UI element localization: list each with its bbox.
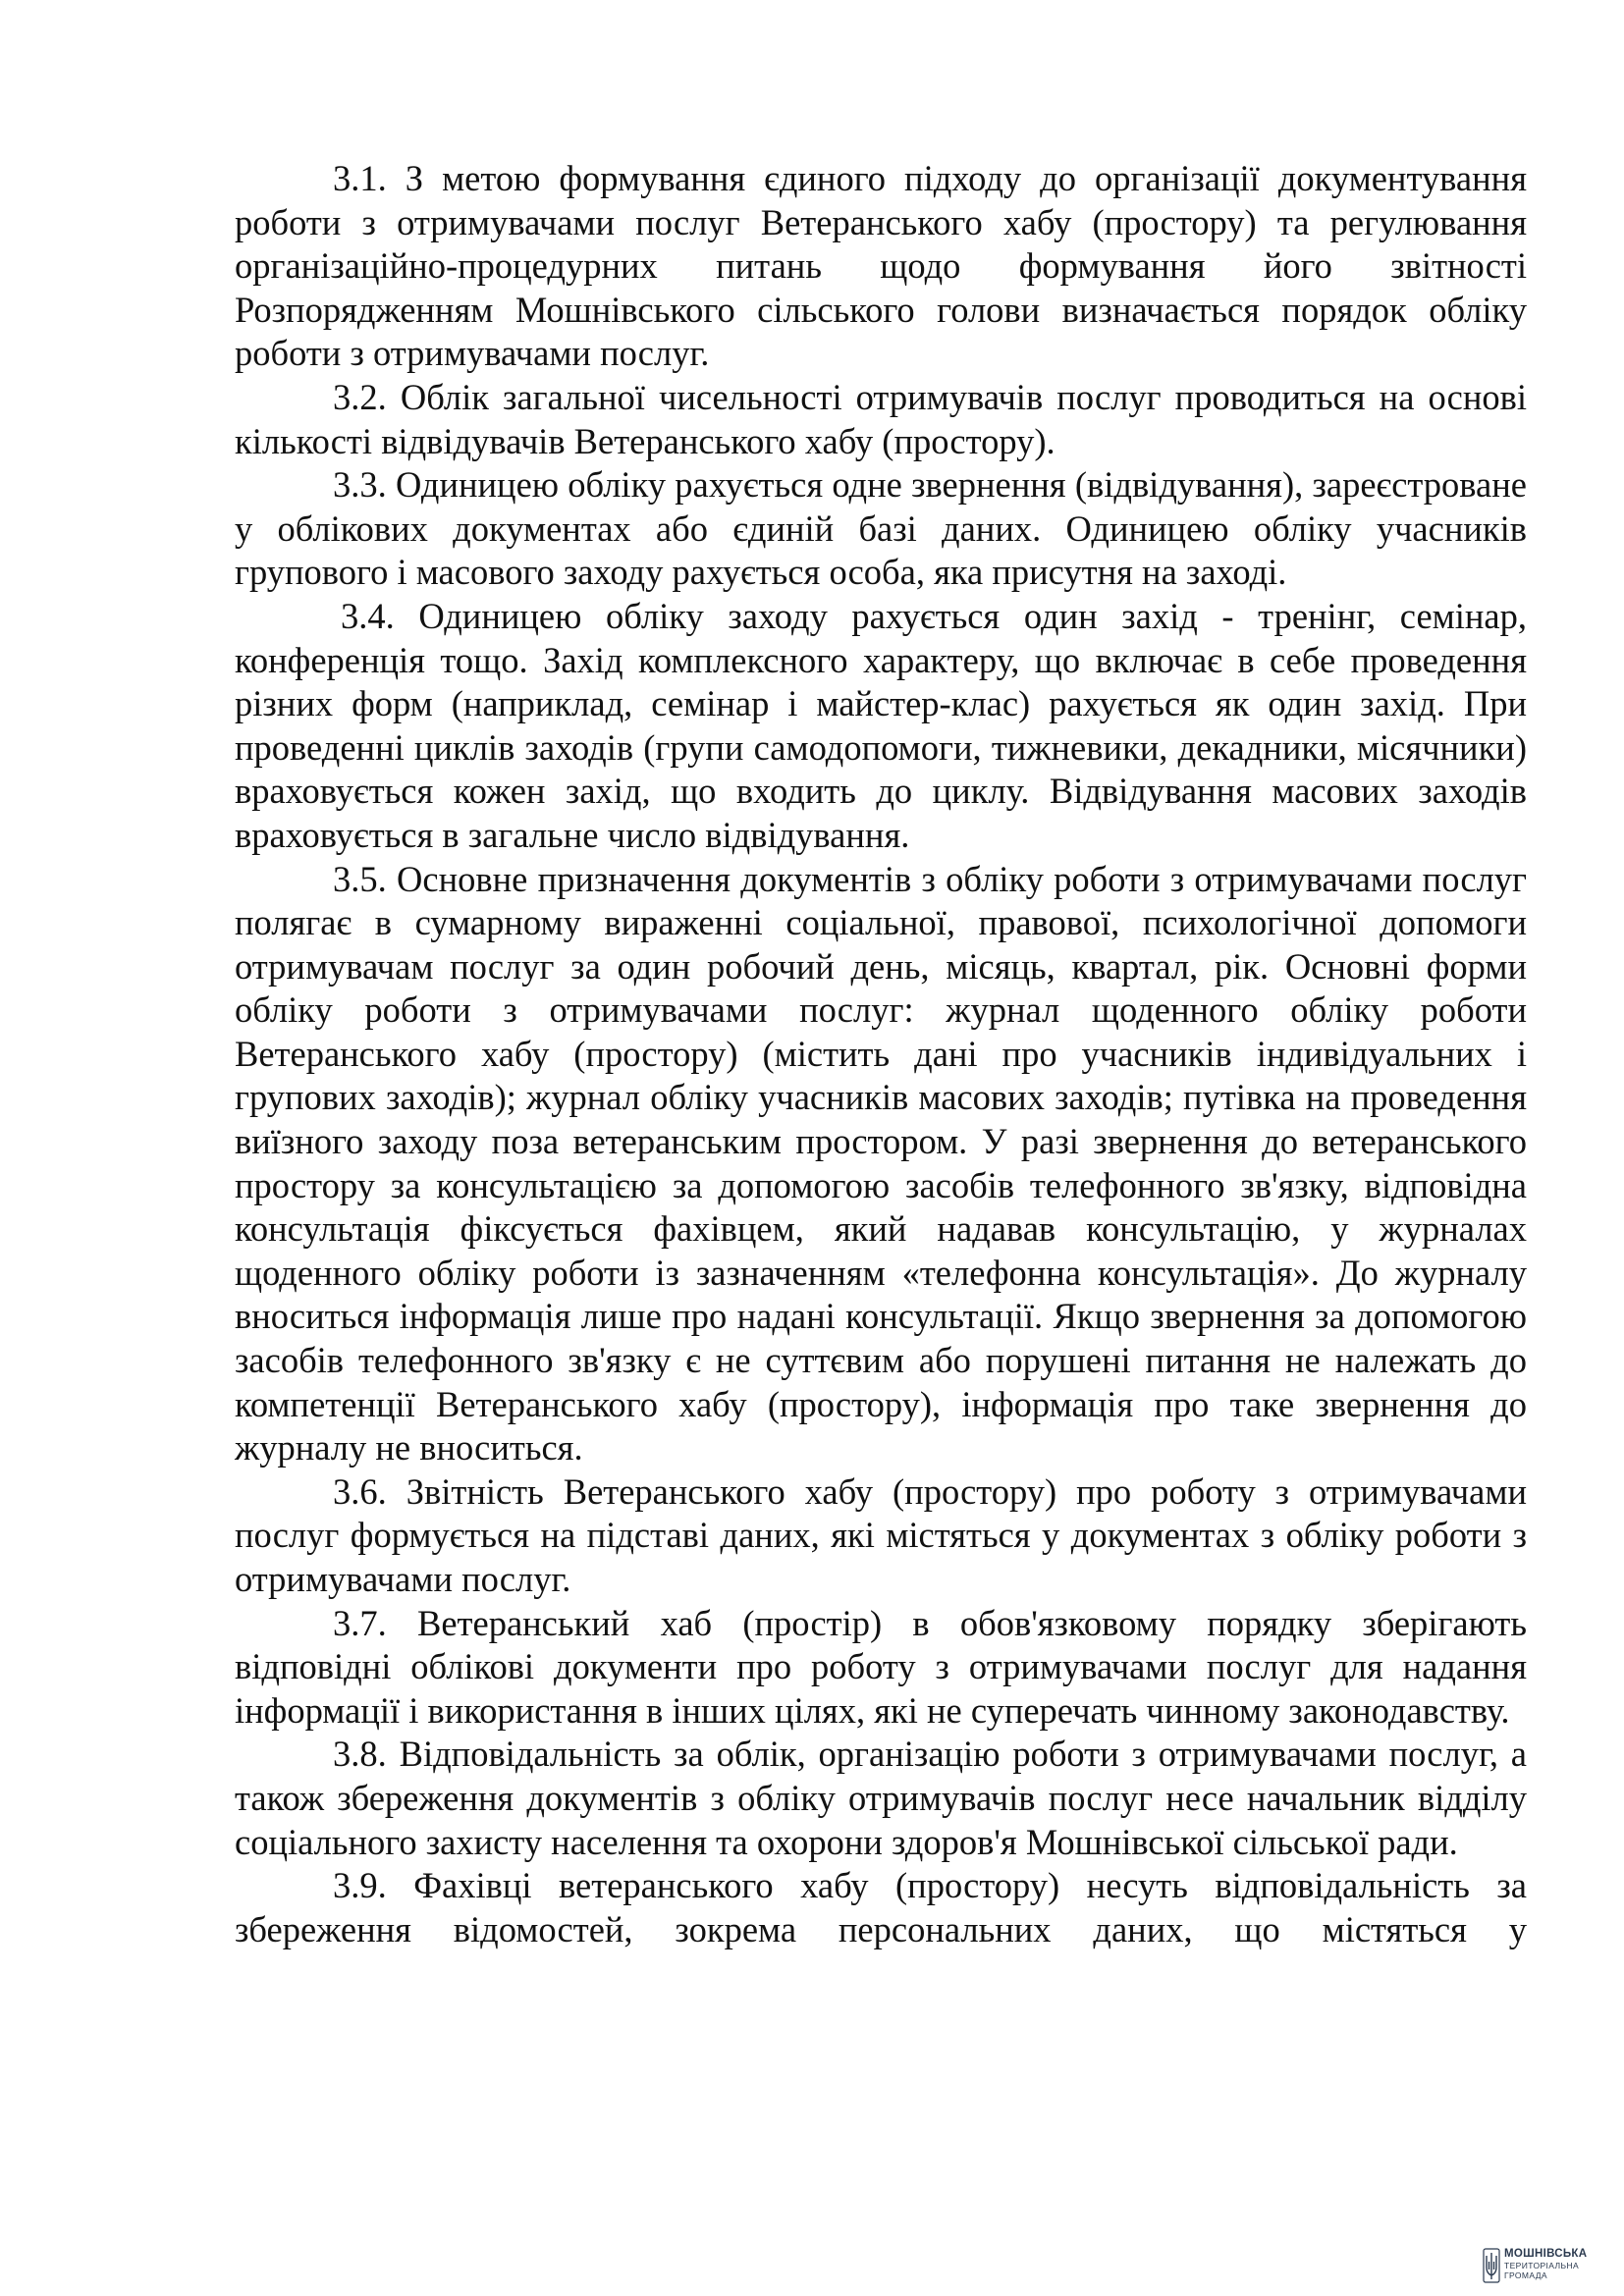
paragraph-3-5: 3.5. Основне призначення документів з обліку роботи з отримувачами послуг полягає в сумарному вираженні соціальної, правової, психологічної допомоги отримувачам послуг за один робочий день, місяць, квартал, рік. Основні форми обліку роботи з отримувачами послуг: журнал щоденного обліку роботи Ветеранського хабу (простору) (містить дані про учасників індивідуальних і групових заходів); журнал обліку учасників масових заходів; путівка на проведення виїзного заходу поза ветеранським простором. У разі звернення до ветеранського простору за консультацією за допомогою засобів телефонного зв'язку, відповідна консультація фіксується фахівцем, який надавав консультацію, у журналах щоденного обліку роботи із зазначенням «телефонна консультація». До журналу вноситься інформація лише про надані консультації. Якщо звернення за допомогою засобів телефонного зв'язку є не суттєвим або порушені питання не належать до компетенції Ветеранського хабу (простору), інформація про таке звернення до журналу не вноситься. xyxy=(235,858,1527,1468)
paragraph-3-8: 3.8. Відповідальність за облік, організацію роботи з отримувачами послуг, а також збереження документів з обліку отримувачів послуг несе начальник відділу соціального захисту населення та охорони здоров'я Мошнівської сільської ради. xyxy=(235,1734,1527,1862)
paragraph-3-7: 3.7. Ветеранський хаб (простір) в обов'язковому порядку зберігають відповідні облікові документи про роботу з отримувачами послуг для надання інформації і використання в інших цілях, які не суперечать чинному законодавству. xyxy=(235,1602,1527,1731)
paragraph-3-3: 3.3. Одиницею обліку рахується одне звернення (відвідування), зареєстроване у облікових документах або єдиній базі даних. Одиницею обліку учасників групового і масового заходу рахується особа, яка присутня на заході. xyxy=(235,464,1527,593)
logo-title: МОШНІВСЬКА xyxy=(1504,2248,1588,2260)
paragraph-3-2: 3.2. Облік загальної чисельності отримувачів послуг проводиться на основі кількості відвідувачів Ветеранського хабу (простору). xyxy=(235,376,1527,461)
paragraph-3-6: 3.6. Звітність Ветеранського хабу (простору) про роботу з отримувачами послуг формується на підставі даних, які містяться у документах з обліку роботи з отримувачами послуг. xyxy=(235,1470,1527,1599)
logo-subtitle-1: ТЕРИТОРІАЛЬНА xyxy=(1504,2261,1580,2270)
paragraph-3-9: 3.9. Фахівці ветеранського хабу (простору) несуть відповідальність за збереження відомостей, зокрема персональних даних, що містяться у xyxy=(235,1865,1527,1949)
paragraph-3-1: 3.1. З метою формування єдиного підходу до організації документування роботи з отримувачами послуг Ветеранського хабу (простору) та регулювання організаційно-процедурних питань щодо формування його звітності Розпорядженням Мошнівського сільського голови визначається порядок обліку роботи з отримувачами послуг. xyxy=(235,158,1527,374)
logo-text xyxy=(1504,2248,1587,2280)
document-body xyxy=(235,157,1527,1951)
logo-subtitle-2: ГРОМАДА xyxy=(1504,2270,1547,2280)
trident-emblem-icon xyxy=(1483,2248,1500,2283)
community-logo xyxy=(1483,2246,1620,2291)
paragraph-3-4: 3.4. Одиницею обліку заходу рахується один захід - тренінг, семінар, конференція тощо. Захід комплексного характеру, що включає в себе проведення різних форм (наприклад, семінар і майстер-клас) рахується як один захід. При проведенні циклів заходів (групи самодопомоги, тижневики, декадники, місячники) враховується кожен захід, що входить до циклу. Відвідування масових заходів враховується в загальне число відвідування. xyxy=(235,595,1527,855)
